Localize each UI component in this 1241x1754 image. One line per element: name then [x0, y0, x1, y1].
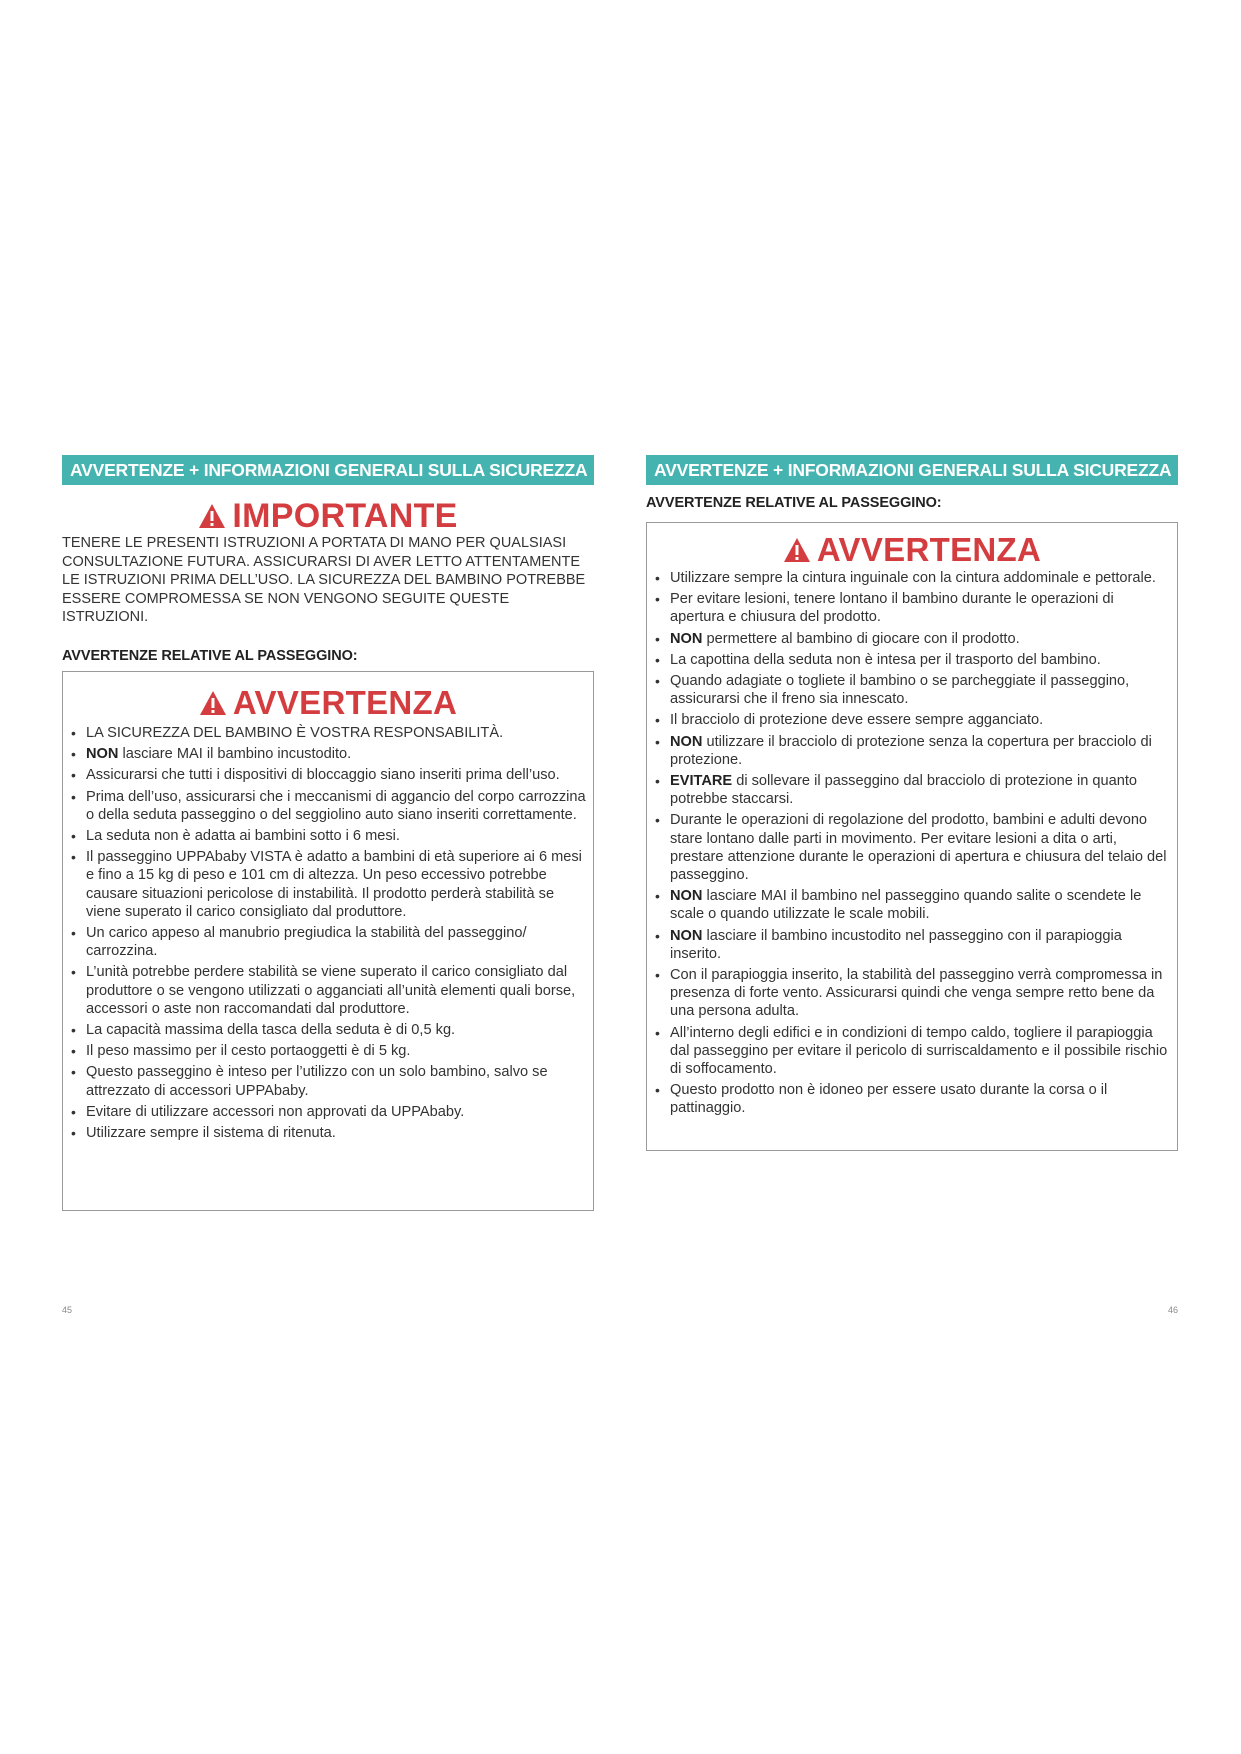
- warning-title-text: AVVERTENZA: [816, 531, 1042, 568]
- page-number: 45: [62, 1305, 73, 1315]
- list-item: • Utilizzare sempre la cintura inguinale con la cintura addominale e pettorale.: [655, 569, 1171, 587]
- warning-triangle-icon: [198, 503, 226, 529]
- subheading: AVVERTENZE RELATIVE AL PASSEGGINO:: [62, 648, 358, 664]
- list-item: • Per evitare lesioni, tenere lontano il bambino durante le operazioni di apertura e chiusura del prodotto.: [655, 590, 1171, 626]
- list-item: • NON utilizzare il bracciolo di protezione senza la copertura per bracciolo di protezione.: [655, 733, 1171, 769]
- list-item: • L’unità potrebbe perdere stabilità se viene superato il carico consigliato dal produttore o se vengono utilizzati o agganciati all’unità elementi quali borse, accessori o aste non raccomandati dal produttore.: [71, 963, 587, 1018]
- list-item: • NON permettere al bambino di giocare con il prodotto.: [655, 630, 1171, 648]
- list-item: • Il bracciolo di protezione deve essere sempre agganciato.: [655, 711, 1171, 729]
- list-item: • La capottina della seduta non è intesa per il trasporto del bambino.: [655, 651, 1171, 669]
- list-item: • NON lasciare il bambino incustodito nel passeggino con il parapioggia inserito.: [655, 927, 1171, 963]
- list-item: • Utilizzare sempre il sistema di ritenuta.: [71, 1124, 587, 1142]
- list-item: • Il passeggino UPPAbaby VISTA è adatto a bambini di età superiore ai 6 mesi e fino a 15 kg di peso e 101 cm di altezza. Un peso eccessivo potrebbe causare situazioni pericolose di instabilità. Il prodotto perderà stabilità se viene superato il carico consigliato dal produttore.: [71, 848, 587, 921]
- list-item: • Durante le operazioni di regolazione del prodotto, bambini e adulti devono stare lontano dalle parti in movimento. Per evitare lesioni a dita o arti, prestare attenzione durante le operazioni di apertura e chiusura del telaio del passeggino.: [655, 811, 1171, 884]
- list-item: • LA SICUREZZA DEL BAMBINO È VOSTRA RESPONSABILITÀ.: [71, 724, 587, 742]
- warning-box: [62, 671, 594, 1211]
- warning-box: [646, 522, 1178, 1151]
- important-title-text: IMPORTANTE: [232, 497, 458, 535]
- list-item: • Assicurarsi che tutti i dispositivi di bloccaggio siano inseriti prima dell’uso.: [71, 766, 587, 784]
- warning-list: [647, 569, 1177, 1118]
- warning-list: [63, 724, 593, 1142]
- page-number: 46: [1167, 1305, 1178, 1315]
- section-header: AVVERTENZE + INFORMAZIONI GENERALI SULLA SICUREZZA: [62, 455, 594, 485]
- list-item: • NON lasciare MAI il bambino nel passeggino quando salite o scendete le scale o quando utilizzate le scale mobili.: [655, 887, 1171, 923]
- list-item: • Quando adagiate o togliete il bambino o se parcheggiate il passeggino, assicurarsi che il freno sia innescato.: [655, 672, 1171, 708]
- list-item: • Un carico appeso al manubrio pregiudica la stabilità del passeggino/ carrozzina.: [71, 924, 587, 960]
- important-title: [62, 496, 594, 536]
- warning-title-text: AVVERTENZA: [232, 684, 458, 721]
- subheading: AVVERTENZE RELATIVE AL PASSEGGINO:: [646, 495, 942, 511]
- warning-title: [63, 684, 593, 722]
- list-item: • NON lasciare MAI il bambino incustodito.: [71, 745, 587, 763]
- warning-title: [647, 531, 1177, 569]
- warning-triangle-icon: [783, 537, 811, 563]
- list-item: • EVITARE di sollevare il passeggino dal bracciolo di protezione in quanto potrebbe staccarsi.: [655, 772, 1171, 808]
- list-item: • Questo prodotto non è idoneo per essere usato durante la corsa o il pattinaggio.: [655, 1081, 1171, 1117]
- list-item: • Con il parapioggia inserito, la stabilità del passeggino verrà compromessa in presenza di forte vento. Assicurarsi quindi che venga sempre retto bene da una persona adulta.: [655, 966, 1171, 1021]
- list-item: • Evitare di utilizzare accessori non approvati da UPPAbaby.: [71, 1103, 587, 1121]
- list-item: • La seduta non è adatta ai bambini sotto i 6 mesi.: [71, 827, 587, 845]
- list-item: • Il peso massimo per il cesto portaoggetti è di 5 kg.: [71, 1042, 587, 1060]
- list-item: • Questo passeggino è inteso per l’utilizzo con un solo bambino, salvo se attrezzato di accessori UPPAbaby.: [71, 1063, 587, 1099]
- warning-triangle-icon: [199, 690, 227, 716]
- section-header: AVVERTENZE + INFORMAZIONI GENERALI SULLA SICUREZZA: [646, 455, 1178, 485]
- list-item: • Prima dell’uso, assicurarsi che i meccanismi di aggancio del corpo carrozzina o della seduta passeggino o del seggiolino auto siano inseriti correttamente.: [71, 788, 587, 824]
- list-item: • La capacità massima della tasca della seduta è di 0,5 kg.: [71, 1021, 587, 1039]
- list-item: • All’interno degli edifici e in condizioni di tempo caldo, togliere il parapioggia dal passeggino per evitare il pericolo di surriscaldamento e il possibile rischio di soffocamento.: [655, 1024, 1171, 1079]
- intro-text: TENERE LE PRESENTI ISTRUZIONI A PORTATA DI MANO PER QUALSIASI CONSULTAZIONE FUTURA. ASSICURARSI DI AVER LETTO ATTENTAMENTE LE ISTRUZIONI PRIMA DELL’USO. LA SICUREZZA DEL BAMBINO POTREBBE ESSERE COMPROMESSA SE NON VENGONO SEGUITE QUESTE ISTRUZIONI.: [62, 535, 586, 626]
